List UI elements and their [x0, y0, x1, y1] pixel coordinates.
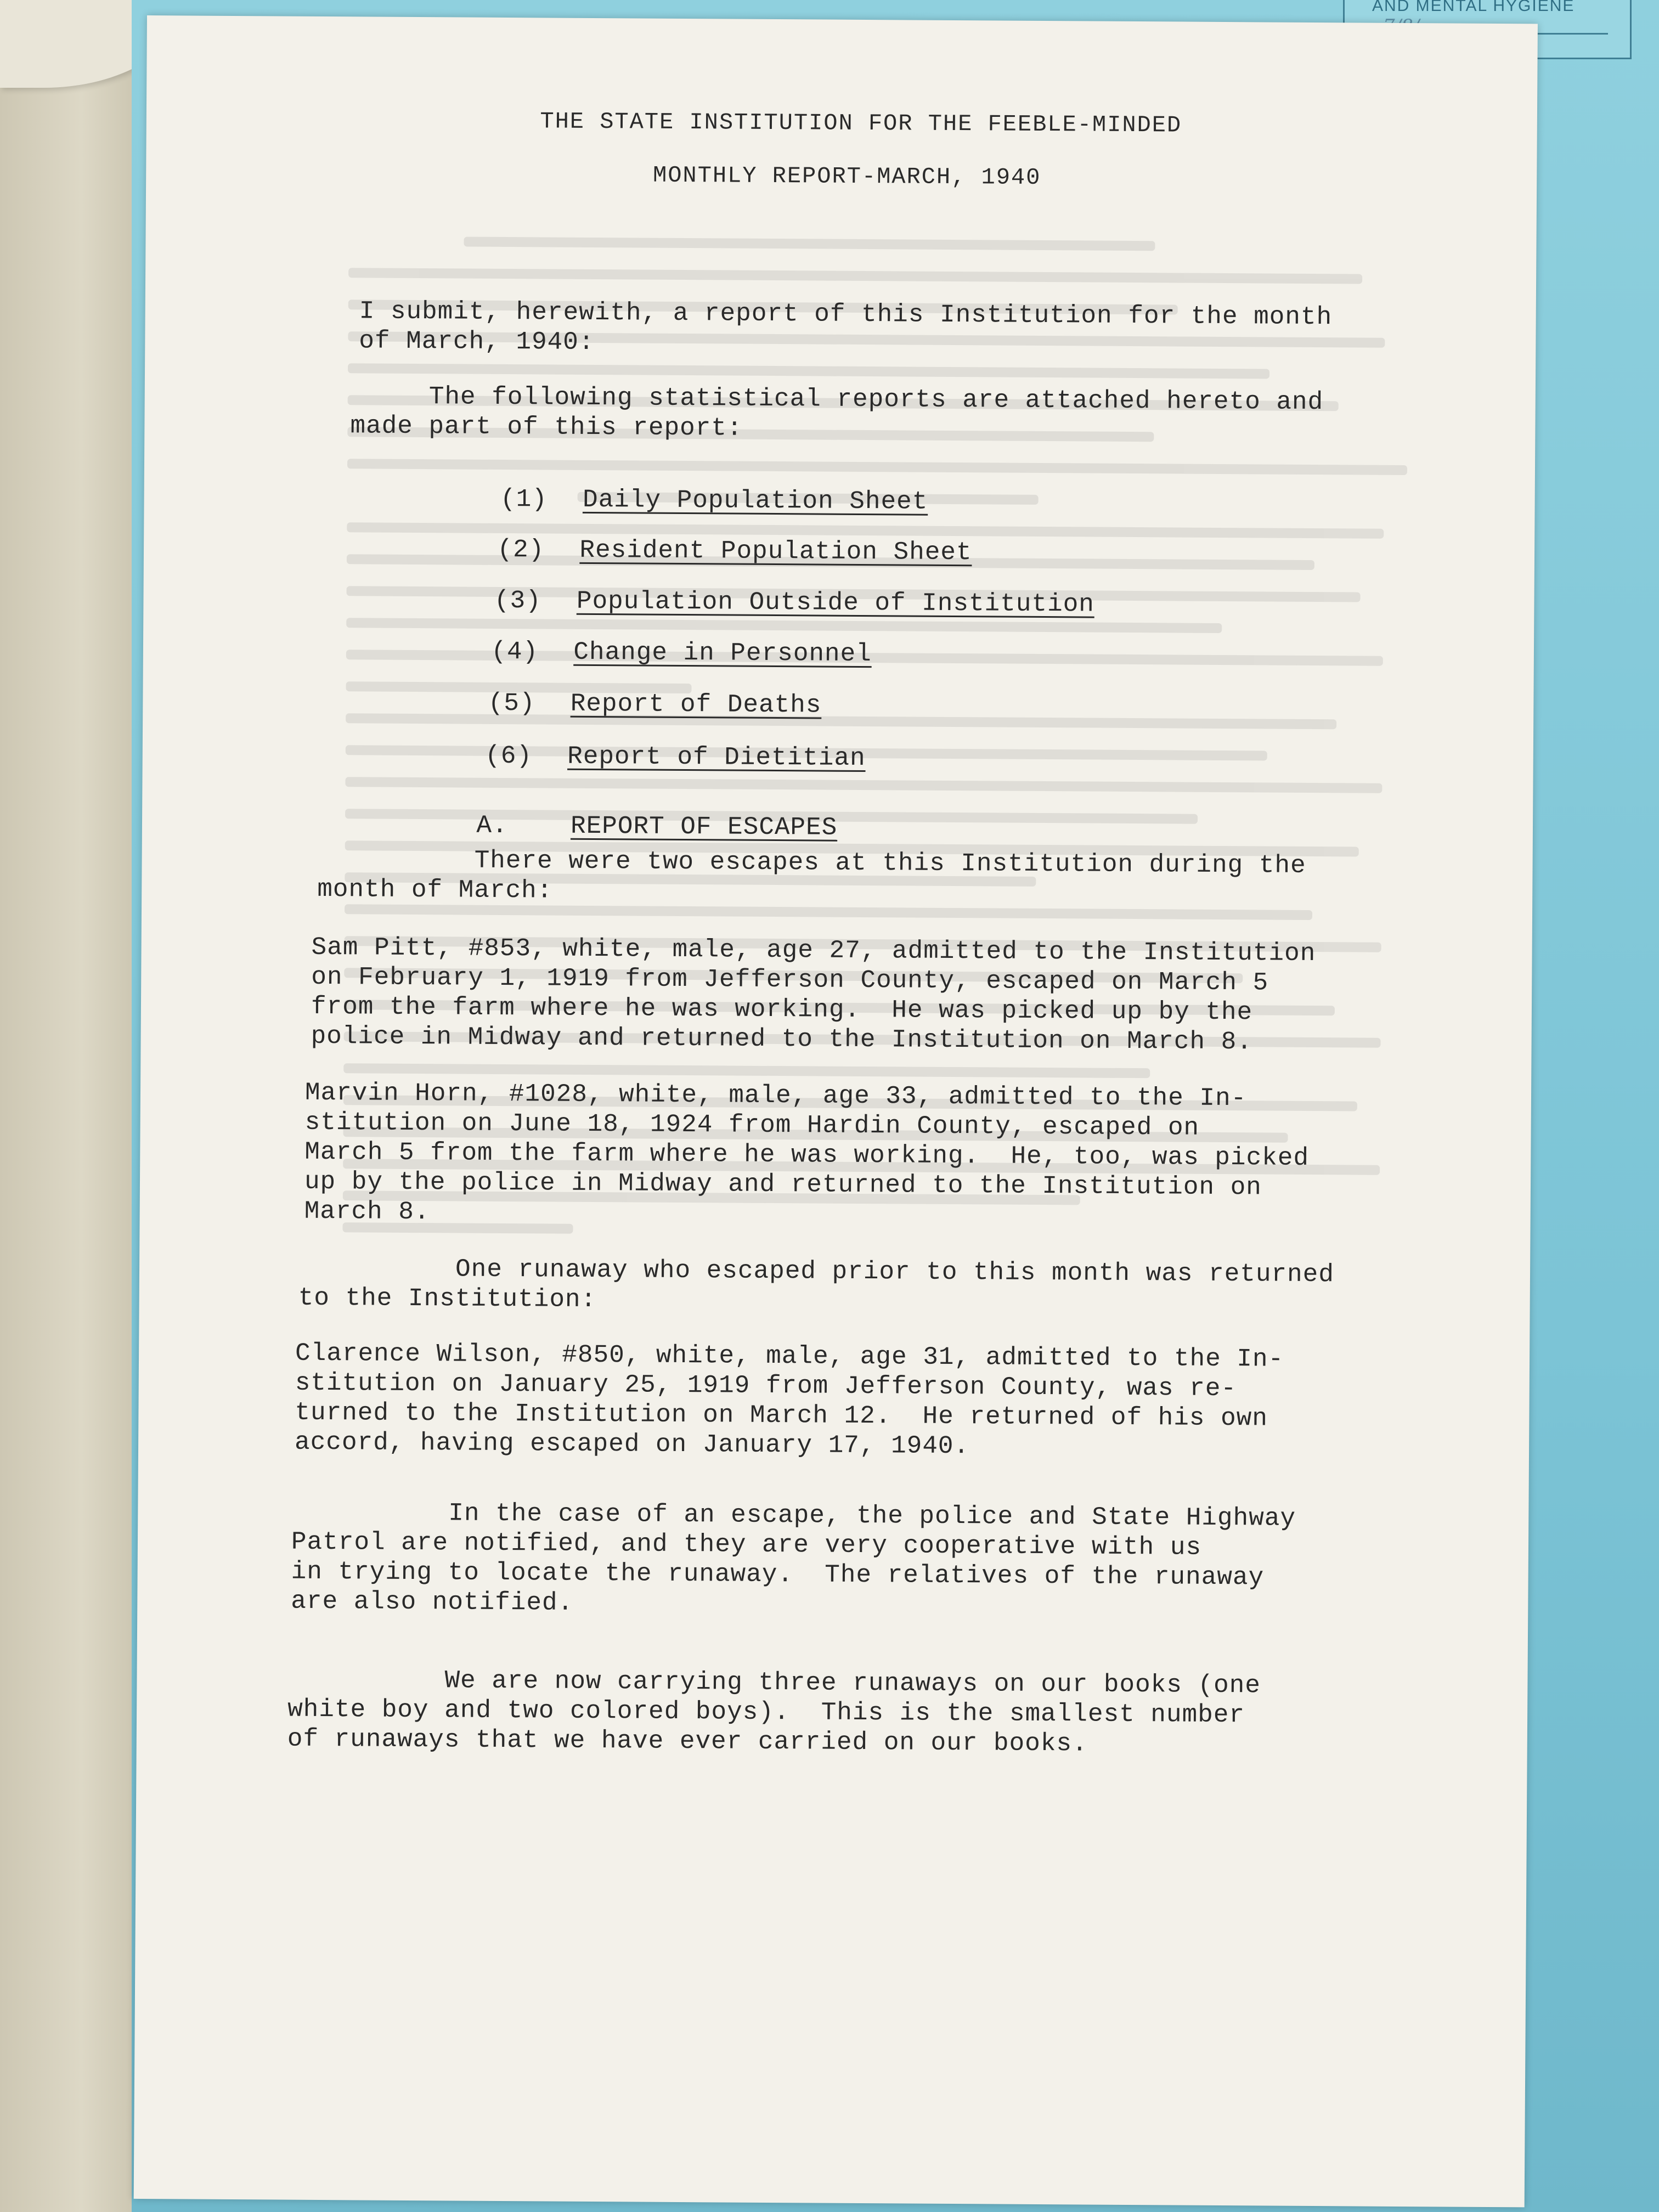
report-list-number: (3) [494, 586, 541, 616]
report-list-label: Resident Population Sheet [579, 535, 972, 567]
report-list-number: (1) [500, 484, 548, 514]
escape-record-clarence-wilson: Clarence Wilson, #850, white, male, age 31, admitted to the In- stitution on January 25, 1919 from Jefferson County, was re- turned to the Institution on March 12. He returned of his own accord, having escaped on January 17, 1940. [294, 1339, 1284, 1461]
report-list-label: Population Outside of Institution [576, 586, 1095, 619]
report-list-number: (5) [488, 689, 535, 718]
escape-procedure-paragraph: In the case of an escape, the police and State Highway Patrol are notified, and they are very cooperative with us in trying to locate the runaway. The relatives of the runaway are also notified. [291, 1498, 1296, 1617]
underlying-page-stack [0, 0, 148, 2212]
section-a-letter: A. [476, 811, 508, 840]
report-list-number: (4) [491, 637, 539, 667]
attached-reports-intro: The following statistical reports are attached hereto and made part of this report: [350, 382, 1324, 443]
section-a-title: REPORT OF ESCAPES [570, 811, 838, 842]
document-title: THE STATE INSTITUTION FOR THE FEEBLE-MINDED [540, 108, 1182, 139]
report-page [134, 15, 1538, 2207]
returned-runaway-intro: One runaway who escaped prior to this month was returned to the Institution: [298, 1254, 1335, 1314]
report-list-label: Report of Deaths [570, 689, 822, 720]
escapes-intro-paragraph: There were two escapes at this Institution during the month of March: [317, 845, 1306, 905]
intro-paragraph: I submit, herewith, a report of this Institution for the month of March, 1940: [359, 297, 1333, 357]
report-list-number: (6) [485, 741, 533, 771]
report-list-number: (2) [497, 535, 545, 565]
escape-record-marvin-horn: Marvin Horn, #1028, white, male, age 33, admitted to the In- stitution on June 18, 1924 from Hardin County, escaped on March 5 from the farm where he was working. He, too, was picked up by the police in Midway and returned to the Institution on March 8. [304, 1078, 1310, 1227]
escape-record-sam-pitt: Sam Pitt, #853, white, male, age 27, admitted to the Institution on February 1, 1919 from Jefferson County, escaped on March 5 from the farm where he was working. He was picked up by the police in Midway and returned to the Institution on March 8. [311, 933, 1316, 1057]
folder-tab-label: AND MENTAL HYGIENE [1372, 0, 1575, 15]
report-list-label: Change in Personnel [573, 637, 872, 669]
document-subtitle: MONTHLY REPORT-MARCH, 1940 [652, 162, 1041, 191]
report-list-label: Daily Population Sheet [582, 485, 928, 516]
report-list-label: Report of Dietitian [567, 742, 866, 773]
runaways-on-books-paragraph: We are now carrying three runaways on our books (one white boy and two colored boys). This is the smallest number of runaways that we have ever carried on our books. [287, 1665, 1261, 1758]
